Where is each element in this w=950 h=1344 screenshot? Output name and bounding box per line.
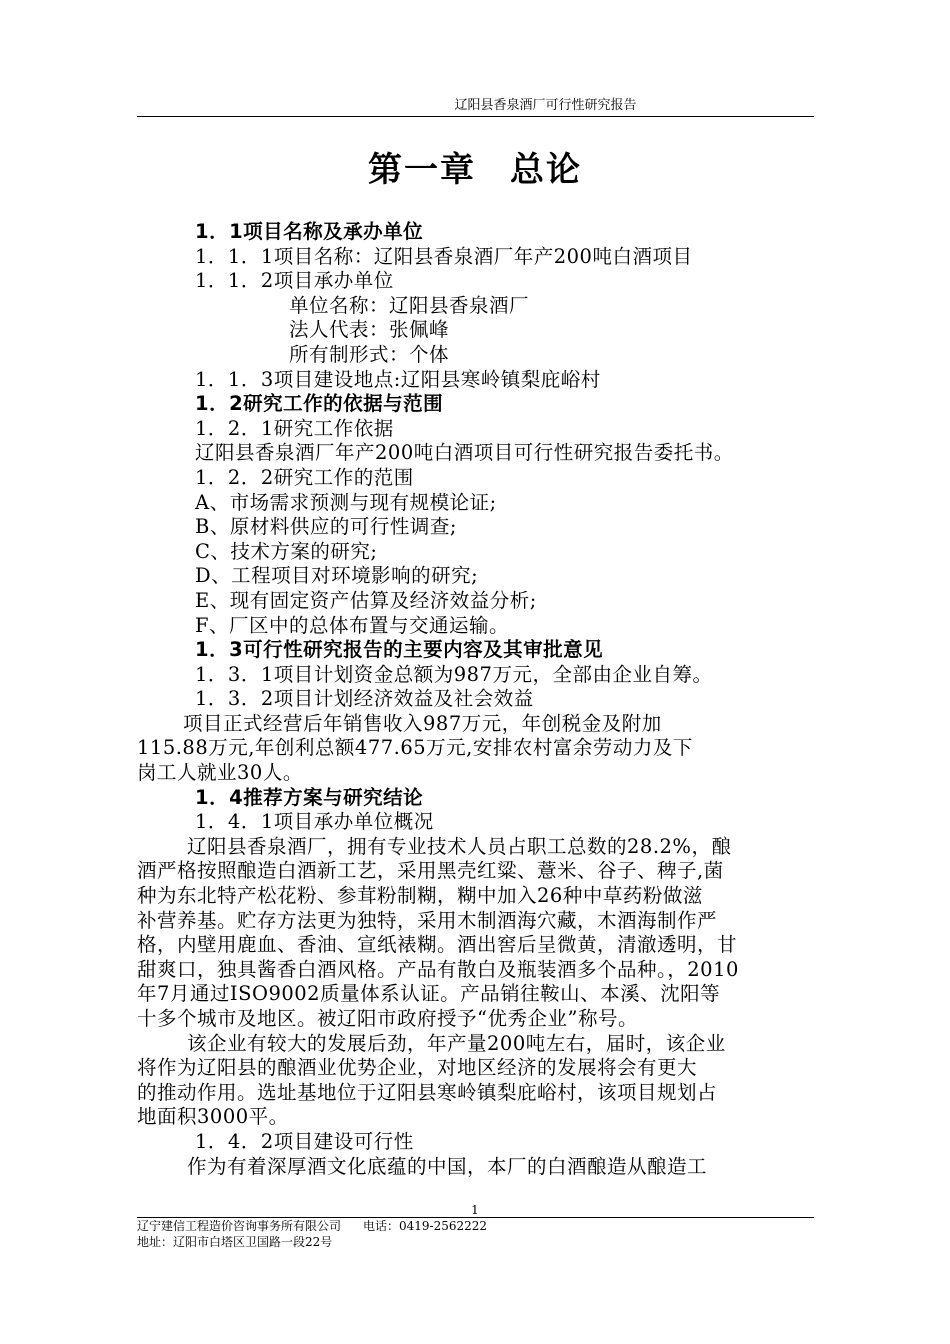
- development-paragraph-line: 将作为辽阳县的酿酒业优势企业，对地区经济的发展将会有更大: [137, 1056, 698, 1080]
- chapter-title: [0, 148, 950, 192]
- subsection-1-4-1: 1．4．1项目承办单位概况: [195, 810, 434, 834]
- footer-company: 辽宁建信工程造价咨询事务所有限公司: [137, 1219, 342, 1233]
- footer-address: 地址：辽阳市白塔区卫国路一段22号: [137, 1235, 333, 1249]
- benefit-paragraph-line: 115.88万元,年创利总额477.65万元,安排农村富余劳动力及下: [137, 736, 693, 760]
- feasibility-paragraph-line: 作为有着深厚酒文化底蕴的中国，本厂的白酒酿造从酿造工: [187, 1154, 708, 1178]
- overview-paragraph-line: 甜爽口，独具酱香白酒风格。产品有散白及瓶装酒多个品种。，2010: [137, 957, 739, 981]
- development-paragraph-line: 该企业有较大的发展后劲，年产量200吨左右，届时，该企业: [187, 1031, 726, 1055]
- subsection-1-3-1: 1．3．1项目计划资金总额为987万元，全部由企业自筹。: [195, 662, 713, 686]
- subsection-1-3-2: 1．3．2项目计划经济效益及社会效益: [195, 687, 534, 711]
- ownership-line: 所有制形式：个体: [289, 342, 450, 366]
- scope-item-e: E、现有固定资产估算及经济效益分析;: [195, 588, 537, 612]
- overview-paragraph-line: 种为东北特产松花粉、参茸粉制糊，糊中加入26种中草药粉做滋: [137, 884, 703, 908]
- subsection-1-1-1: 1．1．1项目名称：辽阳县香泉酒厂年产200吨白酒项目: [195, 244, 693, 268]
- page-header: 辽阳县香泉酒厂可行性研究报告: [454, 98, 637, 113]
- basis-line: 辽阳县香泉酒厂年产200吨白酒项目可行性研究报告委托书。: [195, 441, 734, 465]
- subsection-1-2-1: 1．2．1研究工作依据: [195, 416, 394, 440]
- section-heading-1-4: 1．4推荐方案与研究结论: [195, 785, 424, 809]
- scope-item-a: A、市场需求预测与现有规模论证;: [195, 490, 497, 514]
- subsection-1-1-3: 1．1．3项目建设地点:辽阳县寒岭镇梨庇峪村: [195, 367, 601, 391]
- document-body: [137, 220, 817, 1179]
- development-paragraph-line: 地面积3000平。: [137, 1105, 289, 1129]
- legal-rep-line: 法人代表：张佩峰: [289, 318, 450, 342]
- overview-paragraph-line: 十多个城市及地区。被辽阳市政府授予“优秀企业”称号。: [137, 1007, 638, 1030]
- page-number: 1: [471, 1203, 479, 1217]
- subsection-1-2-2: 1．2．2研究工作的范围: [195, 465, 414, 489]
- overview-paragraph-line: 辽阳县香泉酒厂，拥有专业技术人员占职工总数的28.2%，酿: [187, 834, 732, 858]
- page-footer: [137, 1218, 817, 1250]
- overview-paragraph-line: 年7月通过ISO9002质量体系认证。产品销往鞍山、本溪、沈阳等: [137, 982, 721, 1006]
- scope-item-f: F、厂区中的总体布置与交通运输。: [195, 613, 510, 637]
- benefit-paragraph-line: 项目正式经营后年销售收入987万元，年创税金及附加: [183, 711, 662, 735]
- subsection-1-1-2: 1．1．2项目承办单位: [195, 269, 394, 293]
- unit-name-line: 单位名称：辽阳县香泉酒厂: [289, 293, 530, 317]
- header-rule: [137, 116, 814, 117]
- section-heading-1-1: 1．1项目名称及承办单位: [195, 220, 424, 243]
- scope-item-c: C、技术方案的研究;: [195, 539, 378, 563]
- scope-item-b: B、原材料供应的可行性调查;: [195, 515, 457, 539]
- subsection-1-4-2: 1．4．2项目建设可行性: [195, 1129, 414, 1153]
- overview-paragraph-line: 酒严格按照酿造白酒新工艺，采用黑壳红粱、薏米、谷子、稗子,菌: [137, 859, 724, 883]
- chapter-name: 总论: [510, 150, 582, 190]
- footer-phone: 电话：0419-2562222: [363, 1219, 488, 1233]
- development-paragraph-line: 的推动作用。选址基地位于辽阳县寒岭镇梨庇峪村，该项目规划占: [137, 1080, 718, 1104]
- scope-item-d: D、工程项目对环境影响的研究;: [195, 564, 479, 588]
- overview-paragraph-line: 补营养基。贮存方法更为独特，采用木制酒海穴藏，木酒海制作严: [137, 908, 718, 932]
- overview-paragraph-line: 格，内壁用鹿血、香油、宣纸裱糊。酒出窖后呈微黄，清澈透明，甘: [137, 933, 738, 957]
- benefit-paragraph-line: 岗工人就业30人。: [137, 761, 303, 785]
- section-heading-1-3: 1．3可行性研究报告的主要内容及其审批意见: [195, 638, 604, 662]
- section-heading-1-2: 1．2研究工作的依据与范围: [195, 392, 444, 416]
- chapter-number: 第一章: [368, 150, 476, 190]
